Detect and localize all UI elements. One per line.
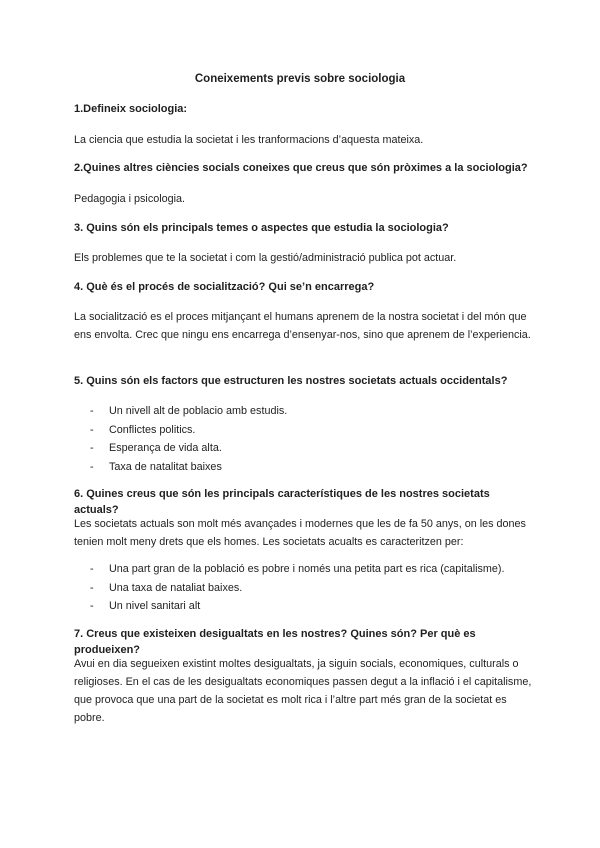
list-item: - Taxa de natalitat baixes (74, 458, 534, 477)
question-6: 6. Quines creus que són les principals característiques de les nostres societats actuals? (74, 488, 490, 516)
answer-3: Els problemes que te la societat i com la gestió/administració publica pot actuar. (74, 252, 457, 264)
list-item: - Esperança de vida alta. (74, 439, 534, 458)
question-5: 5. Quins són els factors que estructuren les nostres societats actuals occidentals? (74, 375, 508, 387)
factors-list (74, 402, 534, 476)
question-4: 4. Què és el procés de socialització? Qui se’n encarrega? (74, 281, 375, 293)
question-7: 7. Creus que existeixen desigualtats en les nostres? Quines són? Per què es produeixen? (74, 628, 476, 656)
answer-6: Les societats actuals son molt més avançades i modernes que les de fa 50 anys, on les dones tenien molt meny drets que els homes. Les societats acualts es caracteritzen per: (74, 518, 526, 548)
answer-7: Avui en dia segueixen existint moltes desigualtats, ja siguin socials, economiques, culturals o religioses. En el cas de les desigualtats economiques passen degut a la inflació i el capitalisme, que provoca que una part de la societat es molt rica i l’altre part més gran de la societat es pobre. (74, 658, 532, 724)
list-item: - Conflictes politics. (74, 421, 534, 440)
answer-1: La ciencia que estudia la societat i les tranformacions d’aquesta mateixa. (74, 134, 424, 146)
list-item: - Una part gran de la població es pobre i només una petita part es rica (capitalisme). (74, 560, 534, 579)
list-item: - Una taxa de nataliat baixes. (74, 579, 534, 598)
list-item: - Un nivell alt de poblacio amb estudis. (74, 402, 534, 421)
answer-2: Pedagogia i psicologia. (74, 193, 186, 205)
document-title: Coneixements previs sobre sociologia (194, 73, 406, 85)
question-1: 1.Defineix sociologia: (74, 103, 188, 115)
question-3: 3. Quins són els principals temes o aspectes que estudia la sociologia? (74, 222, 449, 234)
answer-4: La socialització es el proces mitjançant el humans aprenem de la nostra societat i del món que ens envolta. Crec que ningu ens encarrega d’ensenyar-nos, sino que aprenem de l’experiencia. (74, 311, 531, 341)
question-2: 2.Quines altres ciències socials coneixes que creus que són pròximes a la sociologia? (74, 162, 528, 174)
list-item: - Un nivel sanitari alt (74, 597, 534, 616)
characteristics-list (74, 560, 534, 616)
